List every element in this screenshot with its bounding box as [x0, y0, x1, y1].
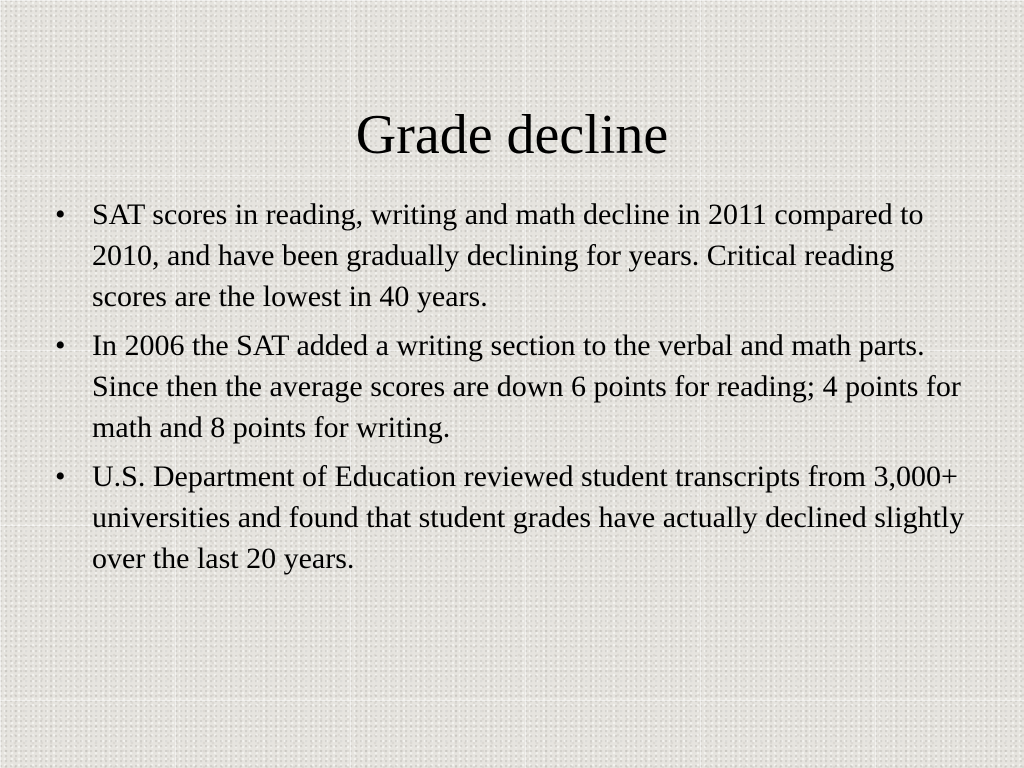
bullet-icon: • — [55, 329, 66, 362]
bullet-icon: • — [55, 460, 66, 493]
bullet-text: In 2006 the SAT added a writing section to the verbal and math parts. Since then the average scores are down 6 points for reading; 4 points for math and 8 points for writing. — [92, 329, 961, 444]
bullet-icon: • — [55, 198, 66, 231]
list-item — [55, 325, 975, 448]
bullet-text: SAT scores in reading, writing and math decline in 2011 compared to 2010, and have been gradually declining for years. Critical reading scores are the lowest in 40 years. — [92, 198, 924, 313]
list-item — [55, 194, 975, 317]
bullet-text: U.S. Department of Education reviewed student transcripts from 3,000+ universities and found that student grades have actually declined slightly over the last 20 years. — [92, 460, 965, 575]
slide-title: Grade decline — [355, 104, 669, 166]
bullet-list — [55, 194, 975, 587]
list-item — [55, 456, 975, 579]
